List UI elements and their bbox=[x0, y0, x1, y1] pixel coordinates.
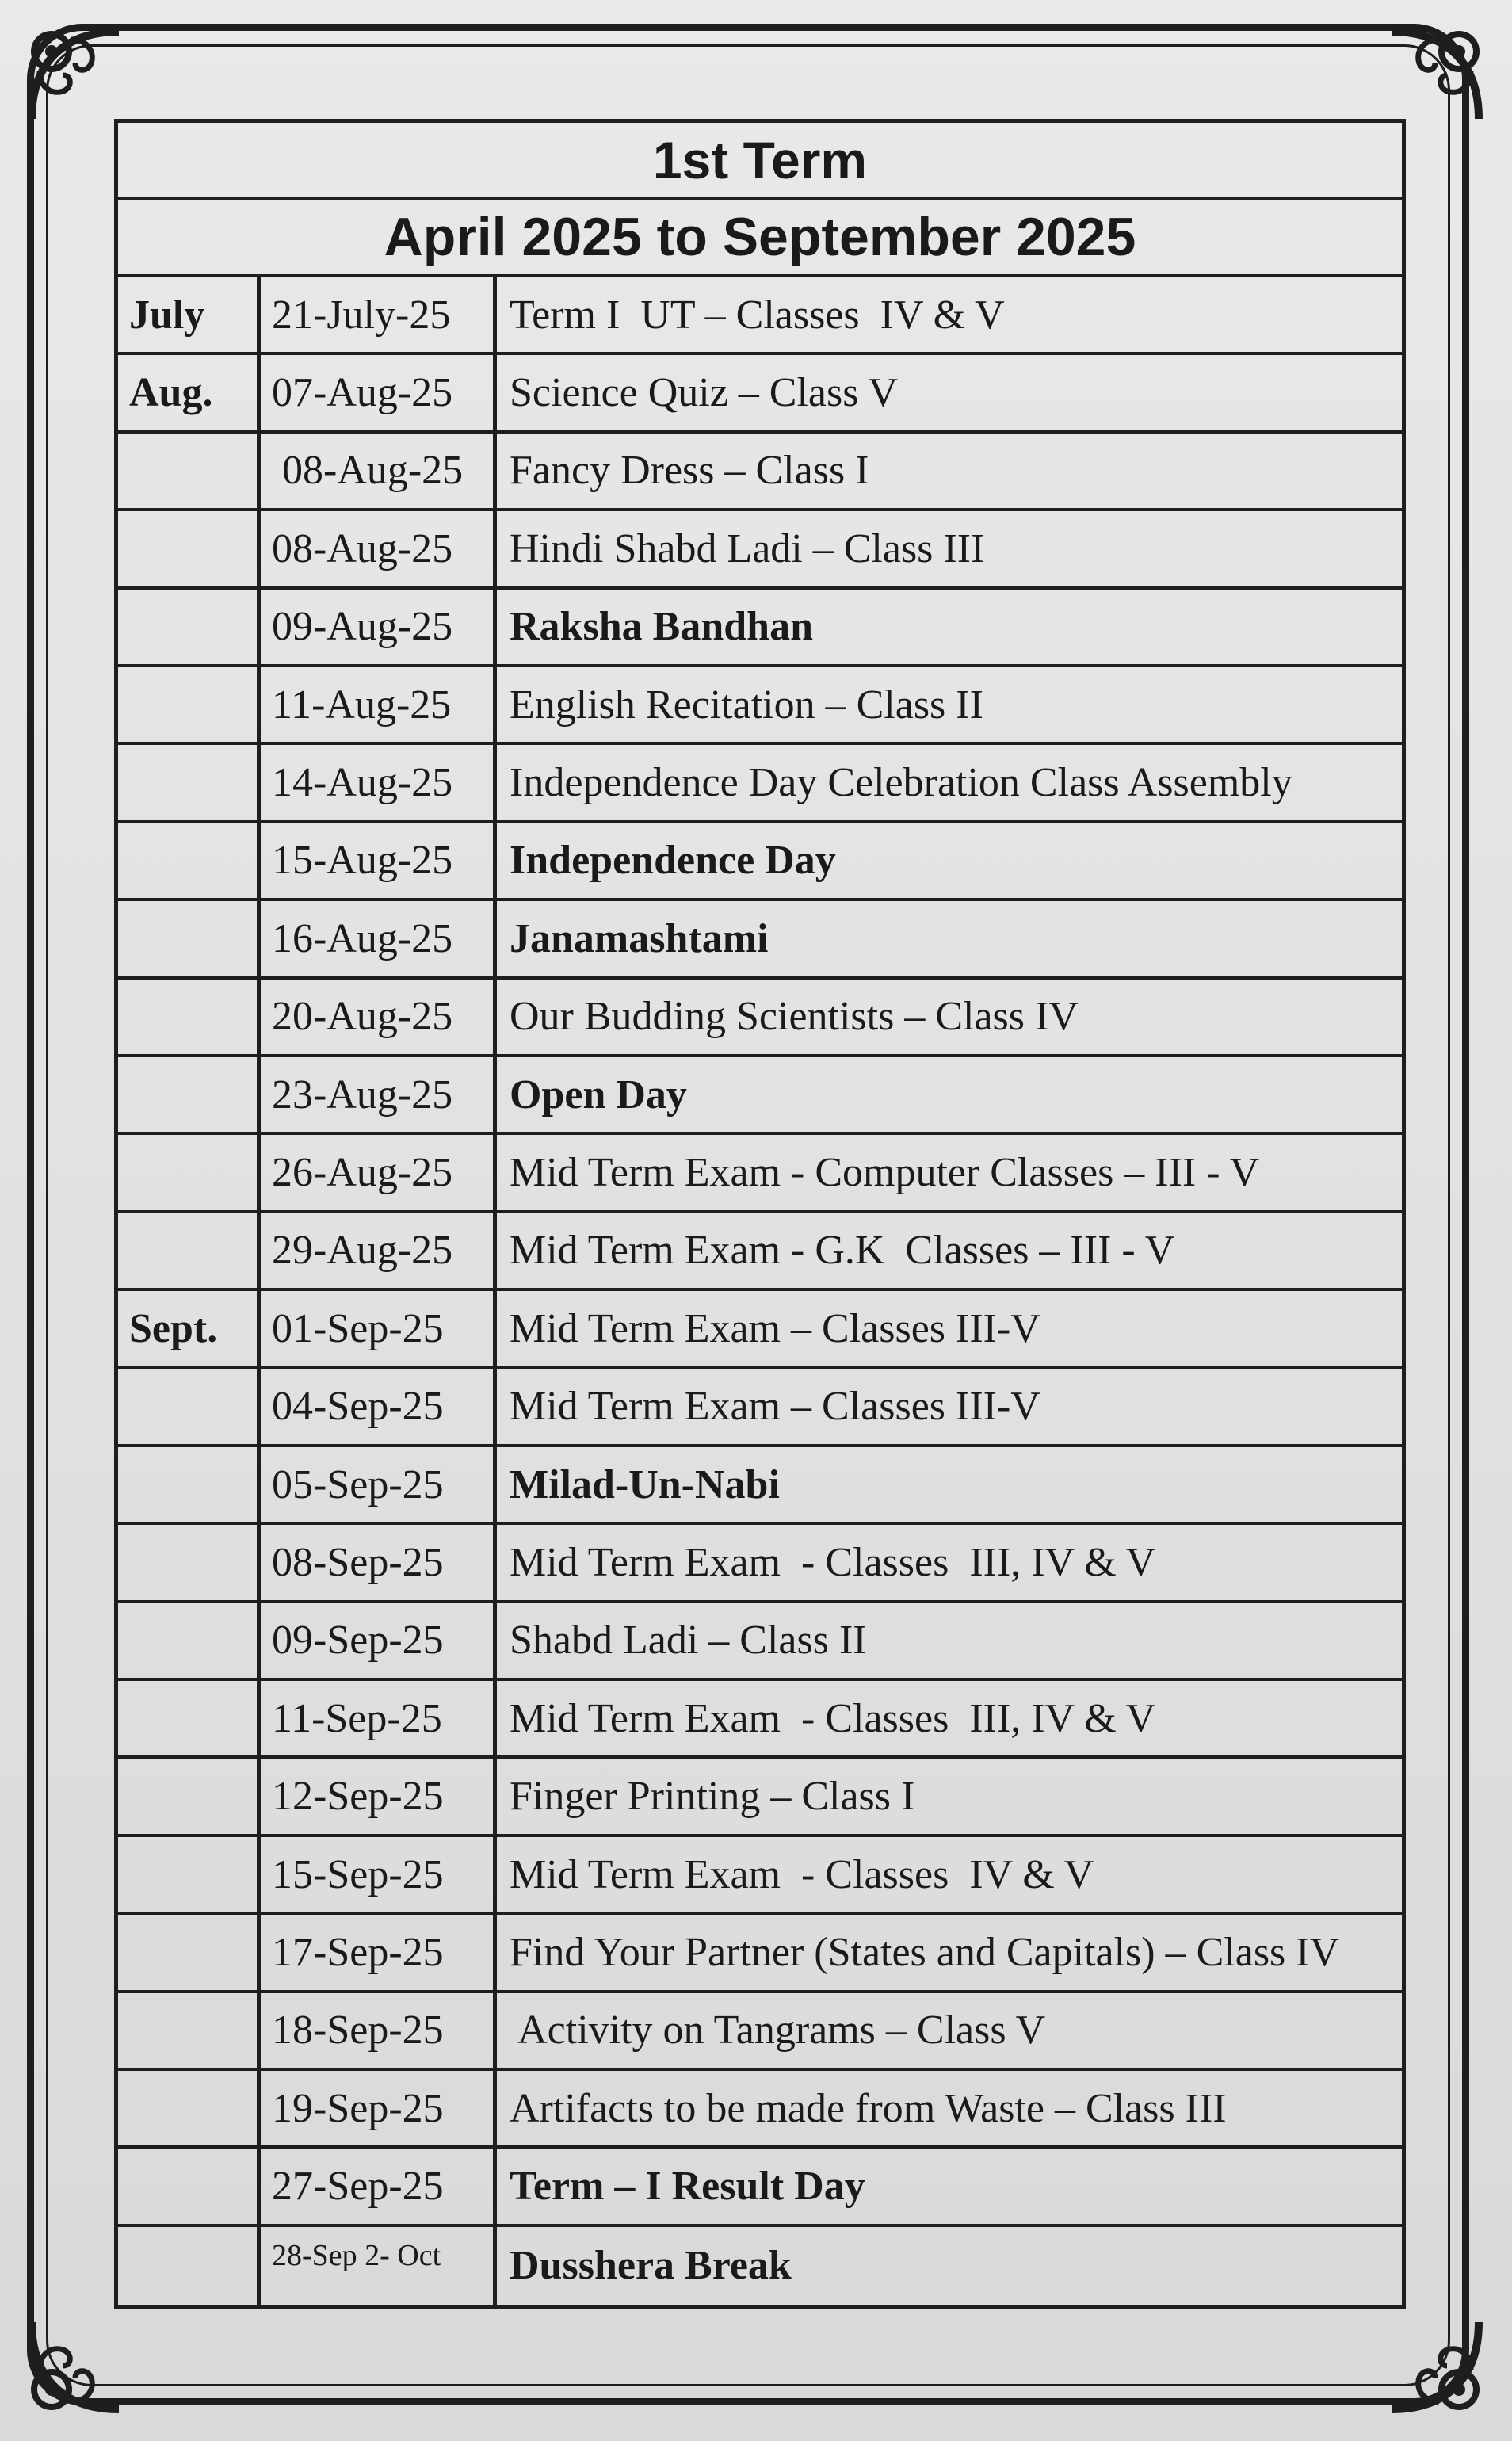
month-cell bbox=[118, 901, 261, 976]
date-cell: 29-Aug-25 bbox=[261, 1213, 497, 1288]
date-cell: 15-Sep-25 bbox=[261, 1837, 497, 1912]
event-cell: Hindi Shabd Ladi – Class III bbox=[510, 525, 985, 571]
date-cell: 08-Aug-25 bbox=[261, 434, 497, 508]
corner-ornament-icon bbox=[16, 16, 135, 135]
table-row bbox=[118, 1369, 1402, 1446]
month-cell bbox=[118, 745, 261, 819]
table-row bbox=[118, 1447, 1402, 1525]
month-cell bbox=[118, 1135, 261, 1209]
month-cell bbox=[118, 1993, 261, 2068]
event-cell: Mid Term Exam - Computer Classes – III - V bbox=[510, 1149, 1260, 1195]
month-cell bbox=[118, 1057, 261, 1132]
month-cell bbox=[118, 2071, 261, 2145]
date-cell: 08-Sep-25 bbox=[261, 1525, 497, 1599]
date-cell: 09-Aug-25 bbox=[261, 590, 497, 664]
table-row bbox=[118, 1915, 1402, 1992]
event-cell: Janamashtami bbox=[510, 915, 769, 961]
date-cell: 05-Sep-25 bbox=[261, 1447, 497, 1522]
term-title: 1st Term bbox=[118, 123, 1402, 200]
event-cell: English Recitation – Class II bbox=[510, 682, 983, 728]
table-row bbox=[118, 1993, 1402, 2071]
event-cell: Mid Term Exam - Classes III, IV & V bbox=[510, 1539, 1156, 1585]
month-cell bbox=[118, 2227, 261, 2305]
table-row bbox=[118, 1291, 1402, 1369]
corner-ornament-icon bbox=[1376, 2306, 1495, 2425]
date-cell: 17-Sep-25 bbox=[261, 1915, 497, 1989]
event-cell: Shabd Ladi – Class II bbox=[510, 1618, 867, 1664]
table-row bbox=[118, 1681, 1402, 1759]
month-cell bbox=[118, 1369, 261, 1443]
term-date-range: April 2025 to September 2025 bbox=[118, 200, 1402, 277]
date-cell: 18-Sep-25 bbox=[261, 1993, 497, 2068]
date-cell: 23-Aug-25 bbox=[261, 1057, 497, 1132]
corner-ornament-icon bbox=[1376, 16, 1495, 135]
event-cell: Our Budding Scientists – Class IV bbox=[510, 994, 1079, 1040]
event-cell: Mid Term Exam – Classes III-V bbox=[510, 1384, 1040, 1430]
event-cell: Independence Day bbox=[510, 838, 836, 884]
table-row bbox=[118, 511, 1402, 589]
date-cell: 20-Aug-25 bbox=[261, 980, 497, 1054]
table-row bbox=[118, 901, 1402, 979]
date-cell: 19-Sep-25 bbox=[261, 2071, 497, 2145]
date-cell: 11-Aug-25 bbox=[261, 667, 497, 742]
month-cell bbox=[118, 1447, 261, 1522]
date-cell: 08-Aug-25 bbox=[261, 511, 497, 586]
event-cell: Activity on Tangrams – Class V bbox=[510, 2007, 1046, 2053]
calendar-rows bbox=[118, 277, 1402, 2305]
date-cell: 16-Aug-25 bbox=[261, 901, 497, 976]
month-cell bbox=[118, 1603, 261, 1678]
event-cell: Artifacts to be made from Waste – Class III bbox=[510, 2085, 1227, 2131]
event-cell: Fancy Dress – Class I bbox=[510, 448, 869, 494]
table-row bbox=[118, 745, 1402, 823]
month-cell bbox=[118, 1915, 261, 1989]
month-cell bbox=[118, 667, 261, 742]
event-cell: Mid Term Exam - Classes IV & V bbox=[510, 1851, 1094, 1897]
date-cell: 07-Aug-25 bbox=[261, 355, 497, 430]
table-row bbox=[118, 1603, 1402, 1681]
month-cell: Aug. bbox=[118, 355, 261, 430]
event-cell: Raksha Bandhan bbox=[510, 604, 813, 650]
event-cell: Finger Printing – Class I bbox=[510, 1774, 915, 1820]
month-cell bbox=[118, 980, 261, 1054]
event-cell: Mid Term Exam – Classes III-V bbox=[510, 1305, 1040, 1351]
month-cell bbox=[118, 823, 261, 898]
table-row bbox=[118, 1525, 1402, 1603]
table-row bbox=[118, 1837, 1402, 1915]
month-cell bbox=[118, 1525, 261, 1599]
date-cell: 28-Sep 2- Oct bbox=[261, 2227, 497, 2305]
event-cell: Mid Term Exam - Classes III, IV & V bbox=[510, 1695, 1156, 1741]
month-cell bbox=[118, 1837, 261, 1912]
event-cell: Find Your Partner (States and Capitals) – Class IV bbox=[510, 1929, 1340, 1975]
date-cell: 09-Sep-25 bbox=[261, 1603, 497, 1678]
table-row bbox=[118, 2227, 1402, 2305]
corner-ornament-icon bbox=[16, 2306, 135, 2425]
date-cell: 14-Aug-25 bbox=[261, 745, 497, 819]
table-row bbox=[118, 1759, 1402, 1836]
event-cell: Dusshera Break bbox=[510, 2243, 792, 2289]
date-cell: 26-Aug-25 bbox=[261, 1135, 497, 1209]
event-cell: Open Day bbox=[510, 1072, 687, 1117]
event-cell: Independence Day Celebration Class Assembly bbox=[510, 760, 1292, 806]
table-row bbox=[118, 434, 1402, 511]
month-cell bbox=[118, 590, 261, 664]
table-row bbox=[118, 2071, 1402, 2149]
month-cell bbox=[118, 1759, 261, 1833]
calendar-table bbox=[114, 119, 1406, 2309]
event-cell: Term I UT – Classes IV & V bbox=[510, 292, 1005, 338]
table-row bbox=[118, 2149, 1402, 2226]
month-cell bbox=[118, 1681, 261, 1755]
table-row bbox=[118, 1213, 1402, 1291]
month-cell bbox=[118, 511, 261, 586]
event-cell: Term – I Result Day bbox=[510, 2164, 865, 2210]
table-row bbox=[118, 667, 1402, 745]
event-cell: Milad-Un-Nabi bbox=[510, 1461, 780, 1507]
date-cell: 27-Sep-25 bbox=[261, 2149, 497, 2223]
date-cell: 04-Sep-25 bbox=[261, 1369, 497, 1443]
table-row bbox=[118, 277, 1402, 355]
month-cell: July bbox=[118, 277, 261, 352]
table-row bbox=[118, 1135, 1402, 1213]
month-cell bbox=[118, 434, 261, 508]
event-cell: Mid Term Exam - G.K Classes – III - V bbox=[510, 1228, 1175, 1274]
table-row bbox=[118, 1057, 1402, 1135]
month-cell: Sept. bbox=[118, 1291, 261, 1366]
date-cell: 01-Sep-25 bbox=[261, 1291, 497, 1366]
month-cell bbox=[118, 1213, 261, 1288]
date-cell: 11-Sep-25 bbox=[261, 1681, 497, 1755]
table-row bbox=[118, 980, 1402, 1057]
table-row bbox=[118, 590, 1402, 667]
table-row bbox=[118, 355, 1402, 433]
event-cell: Science Quiz – Class V bbox=[510, 370, 899, 416]
date-cell: 12-Sep-25 bbox=[261, 1759, 497, 1833]
date-cell: 21-July-25 bbox=[261, 277, 497, 352]
table-row bbox=[118, 823, 1402, 901]
date-cell: 15-Aug-25 bbox=[261, 823, 497, 898]
month-cell bbox=[118, 2149, 261, 2223]
